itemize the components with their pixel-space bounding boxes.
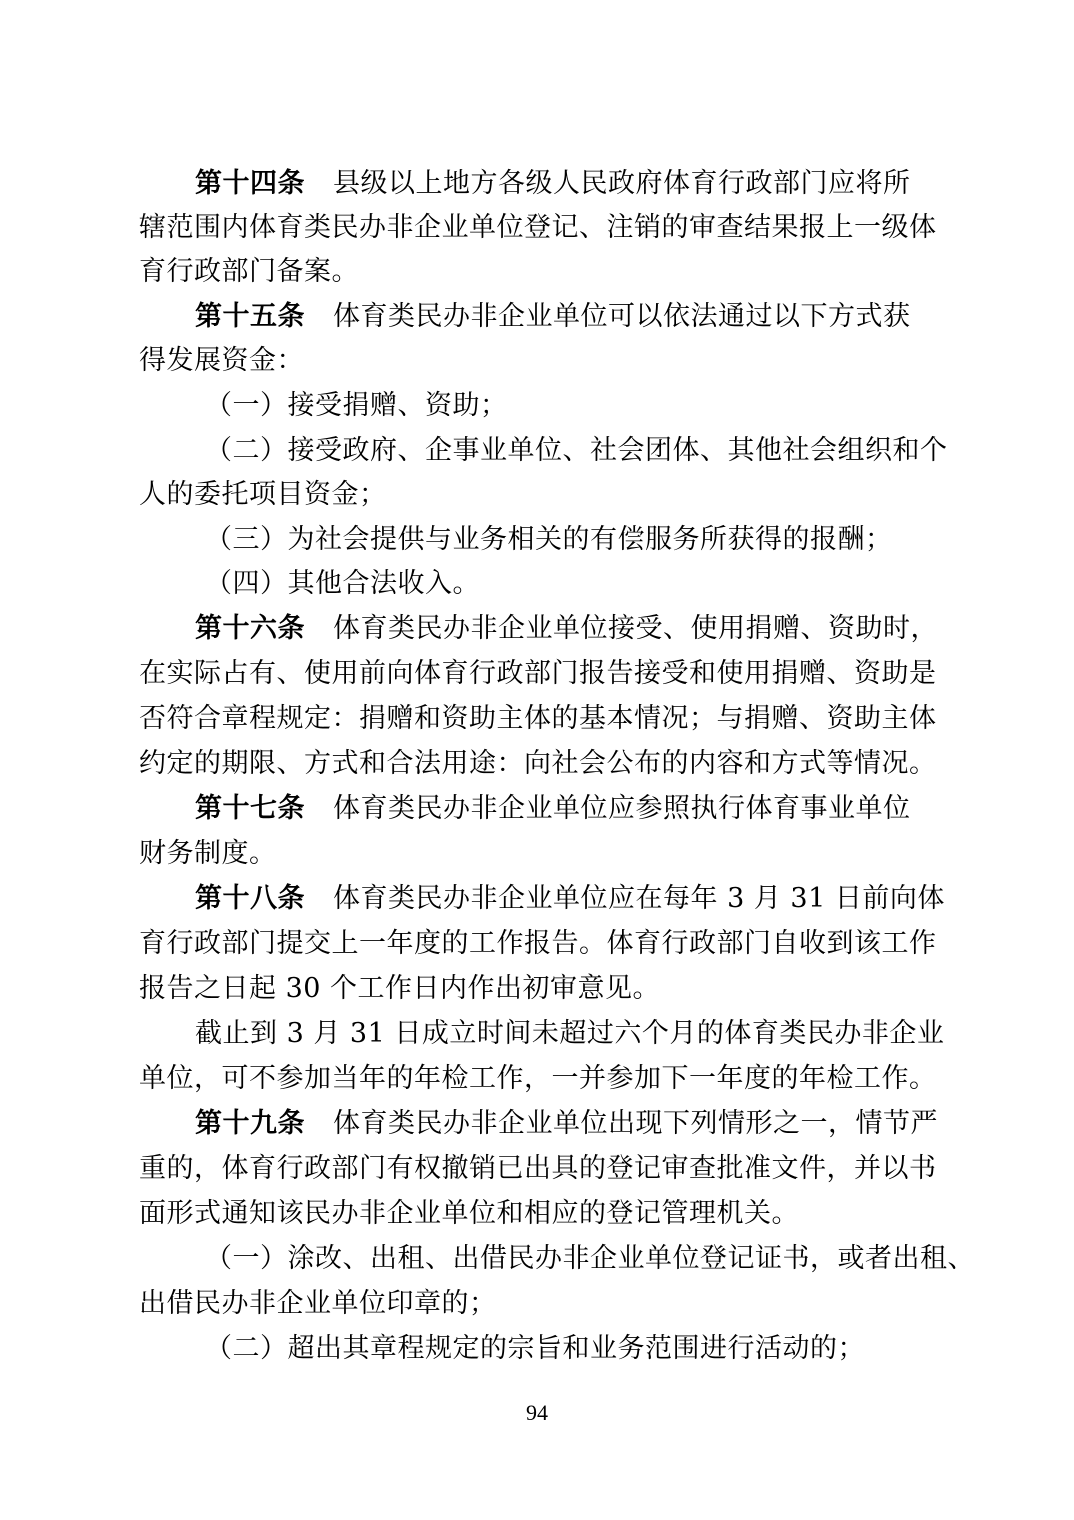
article-18-para-2-line-2: 单位，可不参加当年的年检工作，一并参加下一年度的年检工作。 [139,1063,937,1094]
article-16-line-3: 否符合章程规定：捐赠和资助主体的基本情况；与捐赠、资助主体 [139,703,937,734]
article-14-line-1: 第十四条 县级以上地方各级人民政府体育行政部门应将所 [195,168,911,199]
article-18-line-2: 育行政部门提交上一年度的工作报告。体育行政部门自收到该工作 [139,928,937,959]
article-19-item-1: （一）涂改、出租、出借民办非企业单位登记证书，或者出租、 [205,1243,975,1274]
article-15-line-2: 得发展资金： [139,345,304,376]
article-17-line-2: 财务制度。 [139,838,277,869]
article-14-line-2: 辖范围内体育类民办非企业单位登记、注销的审查结果报上一级体 [139,212,937,243]
article-15-item-2: （二）接受政府、企事业单位、社会团体、其他社会组织和个 [205,435,948,466]
page-number: 94 [526,1400,548,1425]
article-15-item-4: （四）其他合法收入。 [205,568,480,599]
article-15-line-1: 第十五条 体育类民办非企业单位可以依法通过以下方式获 [195,301,911,332]
article-15-item-3: （三）为社会提供与业务相关的有偿服务所获得的报酬； [205,524,893,555]
article-14-line-3: 育行政部门备案。 [139,256,359,287]
article-19-line-1: 第十九条 体育类民办非企业单位出现下列情形之一，情节严 [195,1108,938,1139]
article-19-item-1-cont: 出借民办非企业单位印章的； [139,1288,497,1319]
article-heading: 第十六条 [195,613,305,644]
article-heading: 第十七条 [195,793,305,824]
article-19-item-2: （二）超出其章程规定的宗旨和业务范围进行活动的； [205,1333,865,1364]
article-19-line-2: 重的，体育行政部门有权撤销已出具的登记审查批准文件，并以书 [139,1153,937,1184]
article-16-line-1: 第十六条 体育类民办非企业单位接受、使用捐赠、资助时， [195,613,938,644]
article-16-line-2: 在实际占有、使用前向体育行政部门报告接受和使用捐赠、资助是 [139,658,937,689]
article-18-line-1: 第十八条 体育类民办非企业单位应在每年 3 月 31 日前向体 [195,883,945,914]
article-heading: 第十八条 [195,883,305,914]
article-heading: 第十五条 [195,301,305,332]
article-18-para-2-line-1: 截止到 3 月 31 日成立时间未超过六个月的体育类民办非企业 [195,1018,945,1049]
article-15-item-1: （一）接受捐赠、资助； [205,390,508,421]
article-19-line-3: 面形式通知该民办非企业单位和相应的登记管理机关。 [139,1198,799,1229]
article-18-line-3: 报告之日起 30 个工作日内作出初审意见。 [139,973,661,1004]
article-16-line-4: 约定的期限、方式和合法用途：向社会公布的内容和方式等情况。 [139,748,937,779]
article-15-item-2-cont: 人的委托项目资金； [139,479,387,510]
article-17-line-1: 第十七条 体育类民办非企业单位应参照执行体育事业单位 [195,793,911,824]
article-heading: 第十九条 [195,1108,305,1139]
article-heading: 第十四条 [195,168,305,199]
